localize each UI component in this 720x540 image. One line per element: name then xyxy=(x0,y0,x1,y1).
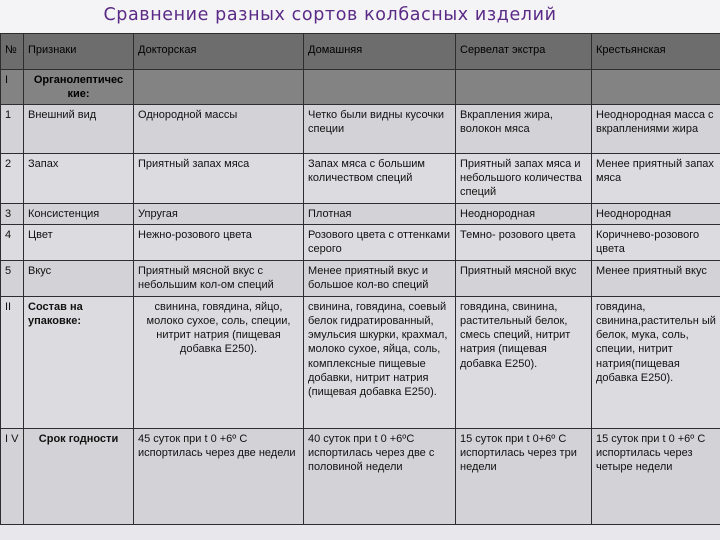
table-cell: Однородной массы xyxy=(134,104,304,153)
table-cell xyxy=(134,70,304,105)
header-cell-doktorskaya: Докторская xyxy=(134,34,304,70)
row-number: 4 xyxy=(1,224,24,260)
table-cell: Вкрапления жира, волокон мяса xyxy=(456,104,592,153)
row-criteria: Вкус xyxy=(24,260,134,296)
table-cell: Приятный запах мяса и небольшого количества специй xyxy=(456,153,592,203)
table-cell: говядина, свинина, растительный белок, смесь специй, нитрит натрия (пищевая добавка Е250). xyxy=(456,296,592,428)
table-cell: Розового цвета с оттенками серого xyxy=(304,224,456,260)
table-row xyxy=(1,104,720,153)
row-criteria: Срок годности xyxy=(24,428,134,524)
table-cell: говядина, свинина,растительн ый белок, мука, соль, специи, нитрит натрия(пищевая добавка Е250). xyxy=(592,296,720,428)
header-cell-servelat: Сервелат экстра xyxy=(456,34,592,70)
table-cell: свинина, говядина, соевый белок гидратированный, эмульсия шкурки, крахмал, молоко сухое, яйца, соль, комплексные пищевые добавки, нитрит натрия (пищевая добавка Е250). xyxy=(304,296,456,428)
table-row xyxy=(1,296,720,428)
row-criteria: Запах xyxy=(24,153,134,203)
header-cell-krestyanskaya: Крестьянская xyxy=(592,34,720,70)
table-cell: свинина, говядина, яйцо, молоко сухое, соль, специи, нитрит натрия (пищевая добавка Е250). xyxy=(134,296,304,428)
row-number: 2 xyxy=(1,153,24,203)
table-cell xyxy=(592,70,720,105)
table-cell: Менее приятный запах мяса xyxy=(592,153,720,203)
row-number: I V xyxy=(1,428,24,524)
row-criteria: Органолептичес кие: xyxy=(24,70,134,105)
table-cell: Темно- розового цвета xyxy=(456,224,592,260)
page-title: Сравнение разных сортов колбасных изделий xyxy=(103,5,557,25)
row-number: 5 xyxy=(1,260,24,296)
table-cell xyxy=(456,70,592,105)
row-criteria: Консистенция xyxy=(24,203,134,224)
table-row xyxy=(1,203,720,224)
header-cell-number: № xyxy=(1,34,24,70)
table-cell: Неоднородная масса с вкраплениями жира xyxy=(592,104,720,153)
table-cell: Коричнево-розового цвета xyxy=(592,224,720,260)
table-cell: 45 суток при t 0 +6º С испортилась через две недели xyxy=(134,428,304,524)
table-cell: Четко были видны кусочки специи xyxy=(304,104,456,153)
table-row xyxy=(1,224,720,260)
table-cell: 40 суток при t 0 +6ºС испортилась через две с половиной недели xyxy=(304,428,456,524)
table-cell: Нежно-розового цвета xyxy=(134,224,304,260)
table-cell: Неоднородная xyxy=(456,203,592,224)
table-cell: Менее приятный вкус и большое кол-во специй xyxy=(304,260,456,296)
row-criteria: Внешний вид xyxy=(24,104,134,153)
table-cell: Приятный мясной вкус xyxy=(456,260,592,296)
table-cell: Упругая xyxy=(134,203,304,224)
row-number: 3 xyxy=(1,203,24,224)
table-row xyxy=(1,153,720,203)
row-criteria: Цвет xyxy=(24,224,134,260)
table-cell: Приятный запах мяса xyxy=(134,153,304,203)
comparison-table xyxy=(0,33,720,525)
table-cell xyxy=(304,70,456,105)
table-row xyxy=(1,70,720,105)
table-row xyxy=(1,260,720,296)
table-cell: Менее приятный вкус xyxy=(592,260,720,296)
row-number: I xyxy=(1,70,24,105)
table-cell: 15 суток при t 0 +6º С испортилась через четыре недели xyxy=(592,428,720,524)
table-header-row xyxy=(1,34,720,70)
table-cell: Приятный мясной вкус с небольшим кол-ом специй xyxy=(134,260,304,296)
table-cell: Неоднородная xyxy=(592,203,720,224)
header-cell-domashnyaya: Домашняя xyxy=(304,34,456,70)
row-number: 1 xyxy=(1,104,24,153)
table-cell: 15 суток при t 0+6º С испортилась через три недели xyxy=(456,428,592,524)
header-cell-criteria: Признаки xyxy=(24,34,134,70)
table-cell: Запах мяса с большим количеством специй xyxy=(304,153,456,203)
table-cell: Плотная xyxy=(304,203,456,224)
row-number: II xyxy=(1,296,24,428)
table-row xyxy=(1,428,720,524)
row-criteria: Состав на упаковке: xyxy=(24,296,134,428)
